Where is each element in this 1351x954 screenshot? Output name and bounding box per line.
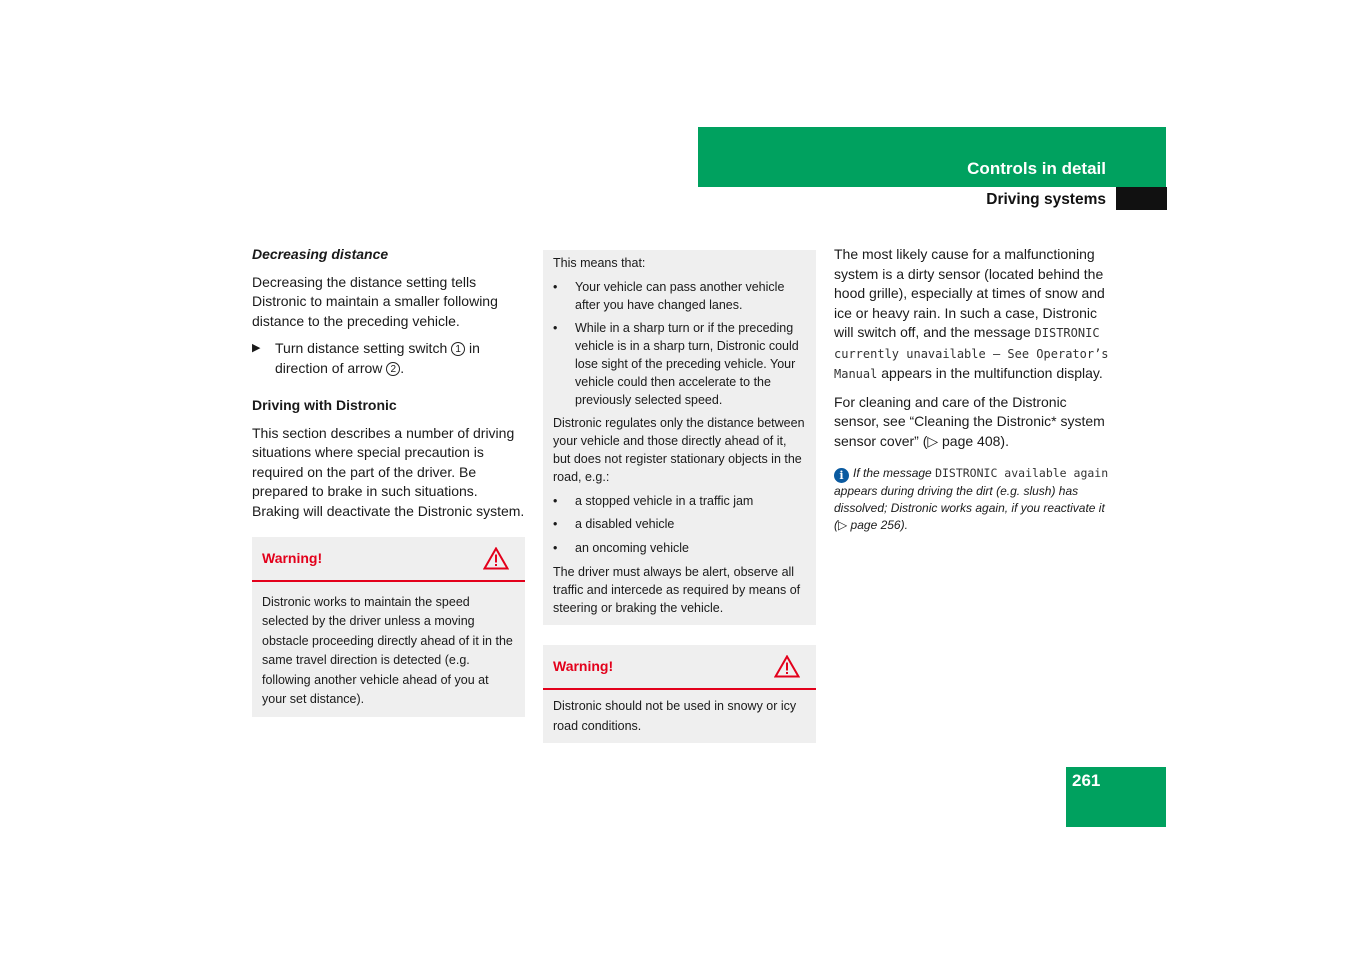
instruction-step <box>252 339 525 378</box>
bullet-icon: • <box>553 279 558 294</box>
subhead-decreasing-distance: Decreasing distance <box>252 246 389 262</box>
list-item: • Your vehicle can pass another vehicle after you have changed lanes. <box>553 279 785 312</box>
bullet-icon: • <box>553 321 558 336</box>
item-number-1-icon: 1 <box>451 342 465 356</box>
means-that-text: This means that: <box>553 256 646 270</box>
list-item: • an oncoming vehicle <box>553 540 806 558</box>
warning-header <box>252 537 525 582</box>
warning-box-speed <box>252 537 525 717</box>
bullet-icon: • <box>553 493 558 508</box>
info-box-means <box>543 250 816 625</box>
section-title: Driving systems <box>986 191 1106 208</box>
display-message-unavailable: DISTRONIC currently unavailable – See Operator’s Manual <box>834 326 1109 381</box>
regulates-text: Distronic regulates only the distance between your vehicle and those directly ahead of it, but does not register stationary objects in the road, e.g.: <box>553 416 805 484</box>
alert-text: The driver must always be alert, observe all traffic and intercede as required by means of steering or braking the vehicle. <box>553 564 801 615</box>
paragraph-malfunction: The most likely cause for a malfunctioning system is a dirty sensor (located behind the hood grille), especially at times of snow and ice or heavy rain. In such a case, Distronic will switch off, and the message DISTRONIC currently unavailable – See Operator’s Manual appears in the multifunction display. <box>834 246 1109 381</box>
info-note: i If the message DISTRONIC available again appears during driving the dirt (e.g. slush) has dissolved; Distronic works again, if you reactivate it (▷ page 256). <box>834 466 1109 532</box>
step-text-b: in direction of arrow <box>275 340 480 376</box>
warning-text: Distronic works to maintain the speed selected by the driver unless a moving obstacle proceeding directly ahead of it in the same travel direction is detected (e.g. following another vehicle ahead of you at your set distance). <box>262 595 513 707</box>
warning-text: Distronic should not be used in snowy or icy road conditions. <box>553 699 797 733</box>
paragraph-decreasing: Decreasing the distance setting tells Distronic to maintain a smaller following distance to the preceding vehicle. <box>252 273 498 329</box>
subhead-driving-with-distronic: Driving with Distronic <box>252 397 397 413</box>
bullet-icon: • <box>553 517 558 532</box>
warning-label: Warning! <box>553 658 614 675</box>
warning-triangle-icon <box>483 547 509 570</box>
list-item: • a stopped vehicle in a traffic jam <box>553 493 806 511</box>
step-text-a: Turn distance setting switch <box>275 340 448 356</box>
list-item: • a disabled vehicle <box>553 516 806 534</box>
info-icon: i <box>834 468 849 483</box>
section-tab-marker <box>1116 187 1167 210</box>
page-number: 261 <box>1072 771 1101 790</box>
list-item: • While in a sharp turn or if the preceding vehicle is in a sharp turn, Distronic could lose sight of the preceding vehicle. Your vehicle could then accelerate to the previously selected speed. <box>553 321 799 407</box>
display-message-available: DISTRONIC available again <box>935 466 1109 480</box>
warning-header <box>543 645 816 690</box>
chapter-title: Controls in detail <box>967 159 1106 178</box>
column-left <box>252 245 525 717</box>
paragraph-cleaning: For cleaning and care of the Distronic sensor, see “Cleaning the Distronic* system sensor cover” (▷ page 408). <box>834 393 1105 449</box>
warning-label: Warning! <box>262 549 323 566</box>
column-middle <box>543 250 816 743</box>
warning-triangle-icon <box>774 655 800 678</box>
step-text-c: . <box>400 359 405 376</box>
chapter-header <box>698 127 1166 187</box>
column-right <box>834 245 1110 533</box>
paragraph-driving: This section describes a number of driving situations where special precaution is required on the part of the driver. Be prepared to brake in such situations. Braking will deactivate the Distronic system. <box>252 424 525 519</box>
step-arrow-icon: ▶ <box>252 342 261 354</box>
page-number-box <box>1066 767 1166 827</box>
item-number-2-icon: 2 <box>386 362 400 376</box>
warning-box-snow <box>543 645 816 743</box>
bullet-icon: • <box>553 541 558 556</box>
